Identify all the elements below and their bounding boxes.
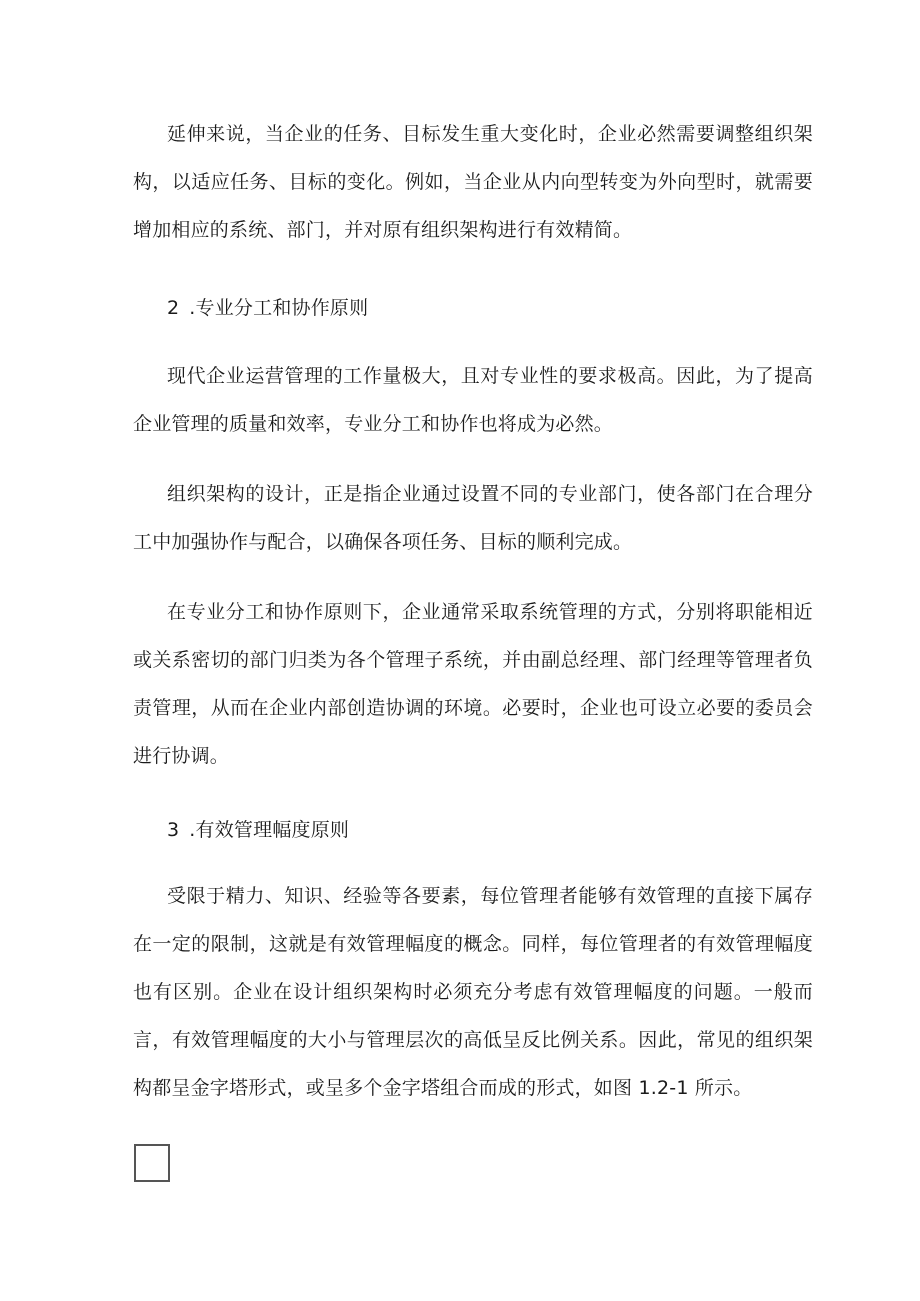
paragraph-design-departments: 组织架构的设计，正是指企业通过设置不同的专业部门，使各部门在合理分工中加强协作与配合，以确保各项任务、目标的顺利完成。 [133,483,813,553]
paragraph-workload: 现代企业运营管理的工作量极大，且对专业性的要求极高。因此，为了提高企业管理的质量和效率，专业分工和协作也将成为必然。 [133,365,813,435]
heading-number: 3 [167,819,180,841]
heading-span-of-control-principle [167,806,349,854]
paragraph-system-management: 在专业分工和协作原则下，企业通常采取系统管理的方式，分别将职能相近或关系密切的部门归类为各个管理子系统，并由副总经理、部门经理等管理者负责管理，从而在企业内部创造协调的环境。必要时，企业也可设立必要的委员会进行协调。 [133,601,813,767]
figure-placeholder-box [134,1144,170,1182]
paragraph-span-of-control: 受限于精力、知识、经验等各要素，每位管理者能够有效管理的直接下属存在一定的限制，这就是有效管理幅度的概念。同样，每位管理者的有效管理幅度也有区别。企业在设计组织架构时必须充分考虑有效管理幅度的问题。一般而言，有效管理幅度的大小与管理层次的高低呈反比例关系。因此，常见的组织架构都呈金字塔形式，或呈多个金字塔组合而成的形式，如图 1.2-1 所示。 [133,885,813,1099]
heading-text: .专业分工和协作原则 [189,297,369,319]
heading-number: 2 [167,297,180,319]
heading-text: .有效管理幅度原则 [189,819,350,841]
heading-specialization-principle [167,284,368,332]
paragraph-org-adjustment: 延伸来说，当企业的任务、目标发生重大变化时，企业必然需要调整组织架构，以适应任务、目标的变化。例如，当企业从内向型转变为外向型时，就需要增加相应的系统、部门，并对原有组织架构进行有效精简。 [133,123,813,241]
